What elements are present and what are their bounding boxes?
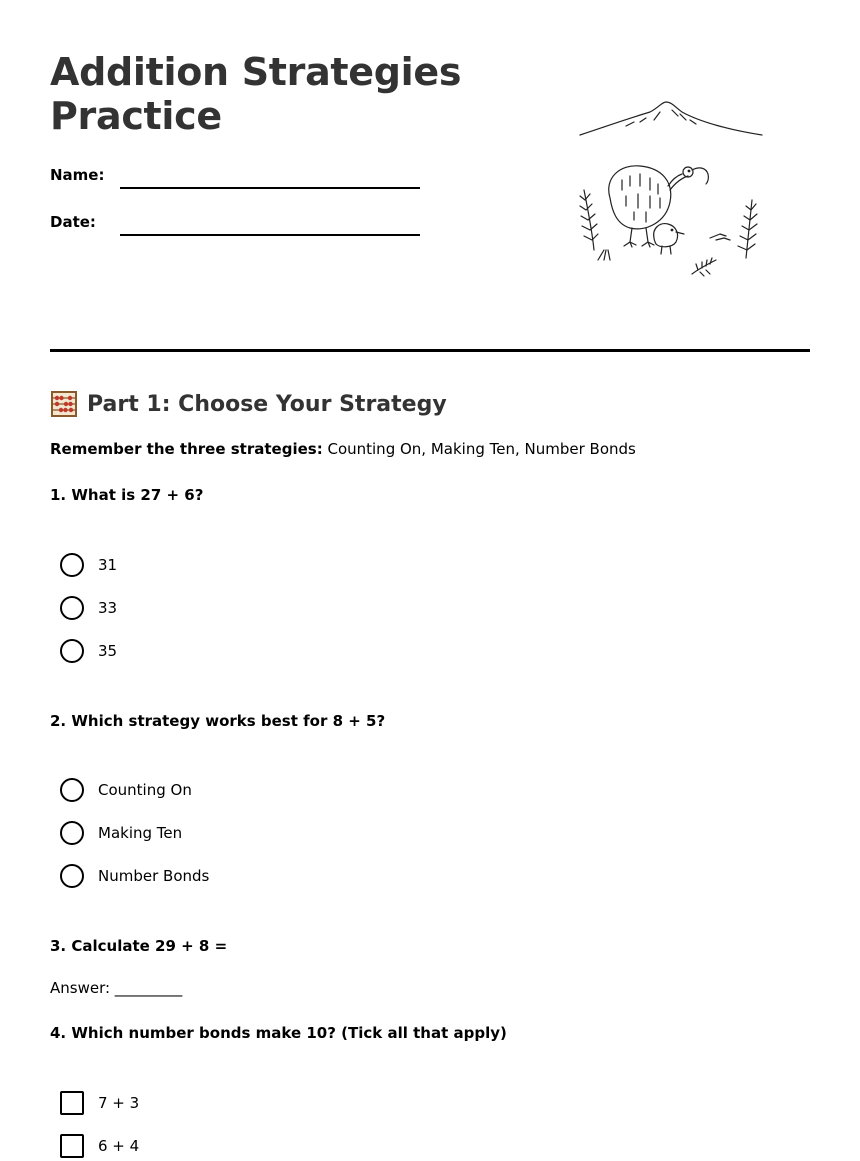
name-write-line[interactable] (120, 187, 420, 189)
date-label: Date: (50, 213, 96, 231)
worksheet-page (50, 0, 810, 1161)
section-title: Part 1: Choose Your Strategy (87, 391, 447, 417)
option-label: Counting On (98, 781, 192, 799)
q1-option-2[interactable] (60, 595, 117, 621)
checkbox-icon[interactable] (60, 1134, 84, 1158)
radio-circle-icon[interactable] (60, 553, 84, 577)
option-label: Number Bonds (98, 867, 210, 885)
title-line-2: Practice (50, 94, 222, 138)
date-field[interactable] (50, 207, 420, 237)
name-label: Name: (50, 166, 105, 184)
radio-circle-icon[interactable] (60, 639, 84, 663)
q2-option-3[interactable] (60, 863, 209, 889)
kiwi-illustration-icon (570, 90, 770, 290)
option-label: 35 (98, 642, 118, 660)
option-label: Making Ten (98, 824, 183, 842)
question-2-prompt: 2. Which strategy works best for 8 + 5? (50, 712, 386, 730)
radio-circle-icon[interactable] (60, 821, 84, 845)
q2-option-1[interactable] (60, 777, 192, 803)
radio-circle-icon[interactable] (60, 864, 84, 888)
radio-circle-icon[interactable] (60, 778, 84, 802)
q4-option-2[interactable] (60, 1133, 139, 1159)
page-title (50, 50, 520, 138)
question-1-prompt: 1. What is 27 + 6? (50, 486, 204, 504)
option-label: 33 (98, 599, 118, 617)
q1-option-3[interactable] (60, 638, 117, 664)
question-3-prompt: 3. Calculate 29 + 8 = (50, 937, 228, 955)
reminder-text: Counting On, Making Ten, Number Bonds (322, 440, 636, 458)
option-label: 6 + 4 (98, 1137, 140, 1155)
q1-option-1[interactable] (60, 552, 117, 578)
option-label: 7 + 3 (98, 1094, 140, 1112)
section-divider (50, 349, 810, 352)
question-4-prompt: 4. Which number bonds make 10? (Tick all that apply) (50, 1024, 507, 1042)
q2-option-2[interactable] (60, 820, 182, 846)
name-field[interactable] (50, 160, 420, 190)
section-heading (50, 388, 447, 420)
q4-option-1[interactable] (60, 1090, 139, 1116)
title-line-1: Addition Strategies (50, 50, 462, 94)
strategies-reminder (50, 440, 636, 458)
reminder-label: Remember the three strategies: (50, 440, 323, 458)
option-label: 31 (98, 556, 118, 574)
radio-circle-icon[interactable] (60, 596, 84, 620)
q3-answer-blank[interactable]: Answer: _________ (50, 979, 183, 997)
abacus-icon (50, 390, 78, 418)
date-write-line[interactable] (120, 234, 420, 236)
checkbox-icon[interactable] (60, 1091, 84, 1115)
